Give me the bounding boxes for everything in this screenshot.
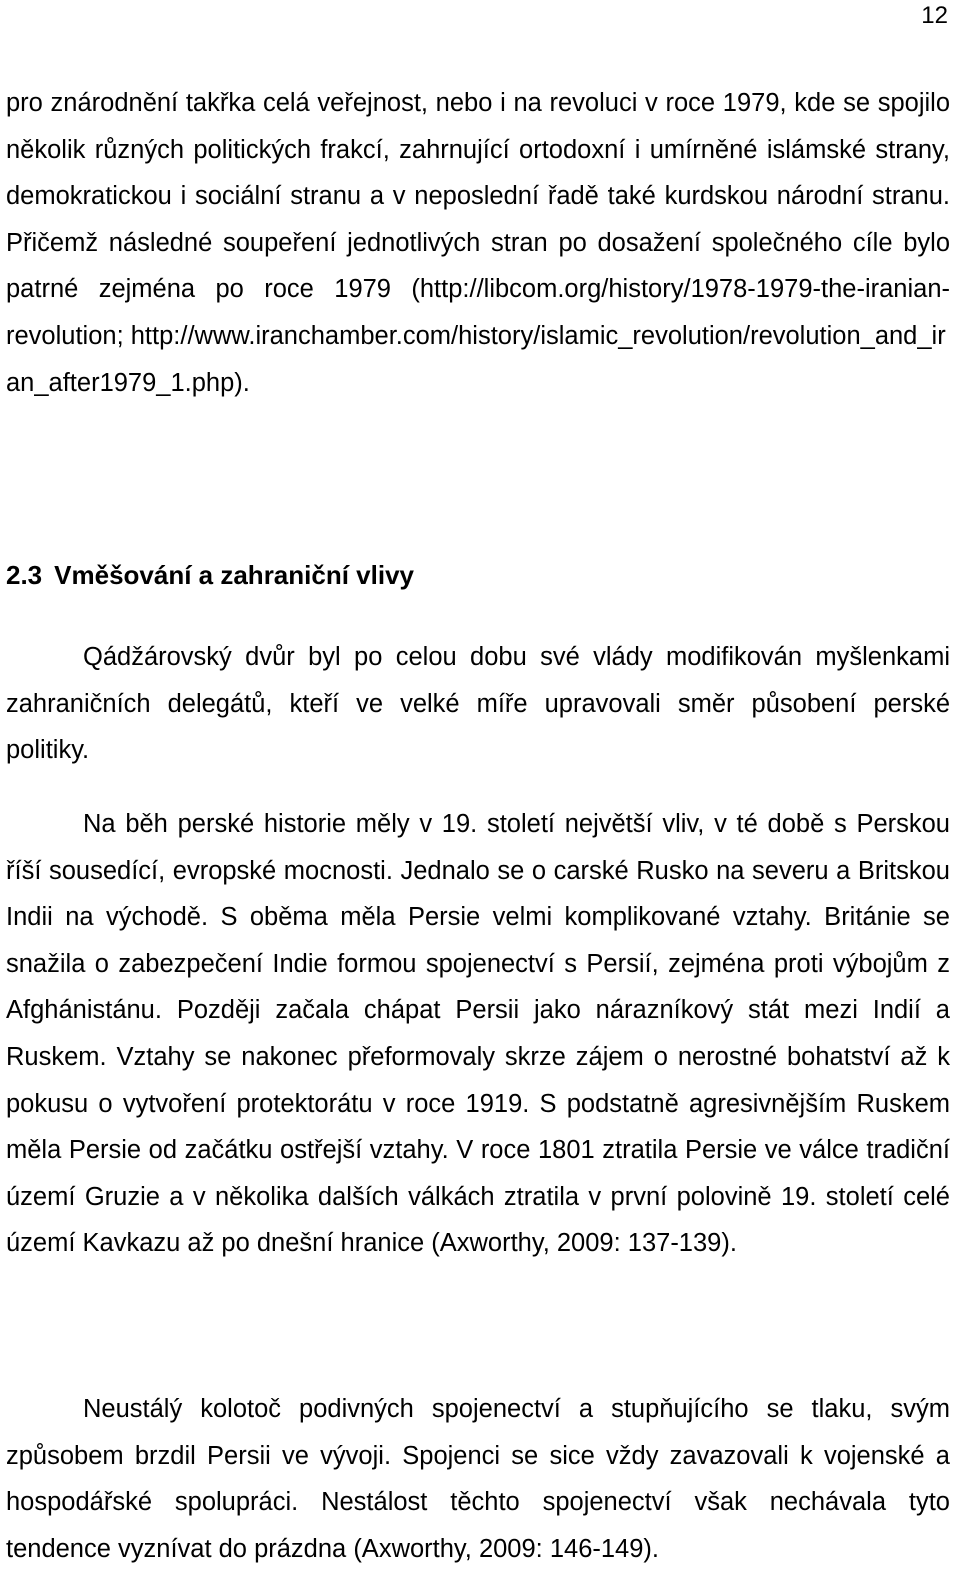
paragraph-3: Neustálý kolotoč podivných spojenectví a stupňujícího se tlaku, svým způsobem brzdil Persii ve vývoji. Spojenci se sice vždy zavazovali k vojenské a hospodářské spolupráci. Nestálost těchto spojenectví však nechávala tyto tendence vyznívat do prázdna (Axworthy, 2009: 146-149). bbox=[6, 1395, 950, 1563]
paragraph-2: Na běh perské historie měly v 19. století největší vliv, v té době s Perskou říší sousedící, evropské mocnosti. Jednalo se o carské Rusko na severu a Britskou Indii na východě. S oběma měla Persie velmi komplikované vztahy. Británie se snažila o zabezpečení Indie formou spojenectví s Persií, zejména proti výbojům z Afghánistánu. Později začala chápat Persii jako nárazníkový stát mezi Indií a Ruskem. Vztahy se nakonec přeformovaly skrze zájem o nerostné bohatství až k pokusu o vytvoření protektorátu v roce 1919. S podstatně agresivnějším Ruskem měla Persie od začátku ostřejší vztahy. V roce 1801 ztratila Persie ve válce tradiční území Gruzie a v několika dalších válkách ztratila v první polovině 19. století celé území Kavkazu až po dnešní hranice (Axworthy, 2009: 137-139). bbox=[6, 810, 950, 1258]
section-heading bbox=[6, 560, 414, 591]
url-line: http://www.iranchamber.com/history/islamic_revolution/revolution_and_ir bbox=[130, 321, 946, 350]
section-title: Vměšování a zahraniční vlivy bbox=[54, 560, 414, 590]
intro-text: pro znárodnění takřka celá veřejnost, nebo i na revoluci v roce 1979, kde se spojilo několik různých politických frakcí, zahrnující ortodoxní i umírněné islámské strany, demokratickou i sociální stranu a v neposlední řadě také kurdskou národní stranu. Přičemž následné soupeření jednotlivých stran po dosažení společného cíle bylo patrné zejména po roce 1979 (http://libcom.org/history/1978-1979-the-iranian-revolution; bbox=[6, 89, 950, 350]
paragraph-1: Qádžárovský dvůr byl po celou dobu své vlády modifikován myšlenkami zahraničních delegátů, kteří ve velké míře upravovali směr působení perské politiky. bbox=[6, 643, 950, 765]
page-number: 12 bbox=[921, 2, 948, 29]
intro-paragraph bbox=[6, 80, 950, 406]
url-tail: an_after1979_1.php). bbox=[6, 368, 250, 397]
section-number: 2.3 bbox=[6, 560, 43, 590]
